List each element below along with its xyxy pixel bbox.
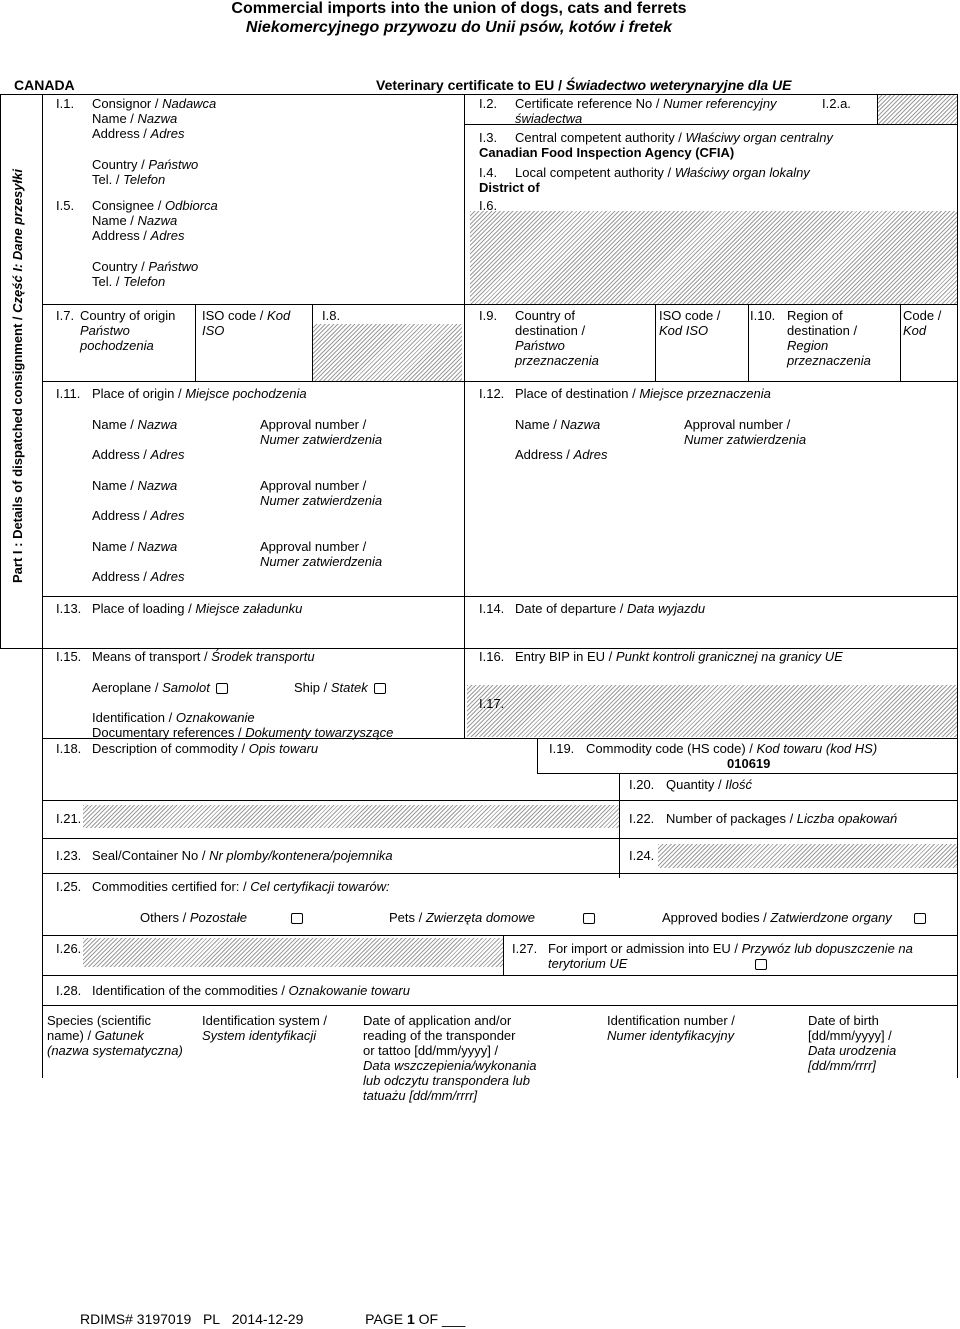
i12-approval: Approval number / bbox=[684, 417, 791, 432]
i26-number: I.26. bbox=[56, 941, 82, 956]
i13-number: I.13. bbox=[56, 601, 82, 616]
approved-bodies-option[interactable]: Approved bodies / Zatwierdzone organy bbox=[662, 910, 926, 925]
i17-hatch bbox=[467, 685, 957, 737]
i14-label: Date of departure / Data wyjazdu bbox=[515, 601, 706, 616]
i25-label: Commodities certified for: / Cel certyfikacji towarów: bbox=[92, 879, 390, 894]
i9-number: I.9. bbox=[479, 308, 498, 323]
title-polish: Niekomercyjnego przywozu do Unii psów, kotów i fretek bbox=[245, 19, 673, 36]
i20-label: Quantity / Ilość bbox=[666, 777, 752, 792]
footer-lang: PL bbox=[202, 1311, 221, 1327]
i20-number: I.20. bbox=[629, 777, 655, 792]
i11-number: I.11. bbox=[56, 386, 81, 401]
col-dob-l3: Data urodzenia bbox=[808, 1043, 897, 1058]
i5-country: Country / Państwo bbox=[92, 259, 199, 274]
i11-entry3-approval-pl: Numer zatwierdzenia bbox=[260, 554, 383, 569]
i12-number: I.12. bbox=[479, 386, 505, 401]
i3-number: I.3. bbox=[479, 130, 498, 145]
footer-date: 2014-12-29 bbox=[231, 1311, 304, 1327]
i28-number: I.28. bbox=[56, 983, 82, 998]
i25-number: I.25. bbox=[56, 879, 82, 894]
i10-code-pl: Kod bbox=[903, 323, 927, 338]
i4-label: Local competent authority / Właściwy organ lokalny bbox=[515, 165, 810, 180]
col-dateapp-l5: lub odczytu transpondera lub bbox=[363, 1073, 530, 1088]
i11-entry3-address: Address / Adres bbox=[92, 569, 185, 584]
i10-number: I.10. bbox=[750, 308, 776, 323]
i1-label: Consignor / Nadawca bbox=[92, 96, 217, 111]
i9-iso-pl: Kod ISO bbox=[659, 323, 709, 338]
i2-label-pl2: świadectwa bbox=[515, 111, 583, 126]
pets-checkbox[interactable] bbox=[583, 913, 595, 924]
i26-hatch bbox=[83, 938, 503, 967]
i12-label: Place of destination / Miejsce przeznaczenia bbox=[515, 386, 771, 401]
i2a-hatch bbox=[877, 95, 957, 124]
i6-number: I.6. bbox=[479, 198, 498, 213]
i7-iso-pl: ISO bbox=[202, 323, 225, 338]
i11-entry2-address: Address / Adres bbox=[92, 508, 185, 523]
others-option[interactable]: Others / Pozostałe bbox=[140, 910, 303, 925]
col-dob-l2: [dd/mm/yyyy] / bbox=[808, 1028, 892, 1043]
i18-number: I.18. bbox=[56, 741, 82, 756]
i11-entry1-approval: Approval number / bbox=[260, 417, 367, 432]
ship-option[interactable]: Ship / Statek bbox=[294, 680, 386, 695]
i9-l2: destination / bbox=[515, 323, 586, 338]
col-dateapp-l3: or tattoo [dd/mm/yyyy] / bbox=[363, 1043, 499, 1058]
i7-iso: ISO code / Kod bbox=[202, 308, 291, 323]
i1-address: Address / Adres bbox=[92, 126, 185, 141]
i12-address: Address / Adres bbox=[515, 447, 608, 462]
i2-number: I.2. bbox=[479, 96, 498, 111]
i22-number: I.22. bbox=[629, 811, 655, 826]
i16-number: I.16. bbox=[479, 649, 505, 664]
col-idsystem-l2: System identyfikacji bbox=[202, 1028, 317, 1043]
i27-label-pl2: terytorium UE bbox=[548, 956, 767, 971]
i7-label: Country of origin bbox=[80, 308, 176, 323]
i8-hatch bbox=[312, 324, 462, 381]
i8-number: I.8. bbox=[322, 308, 341, 323]
i15-identification: Identification / Oznakowanie bbox=[92, 710, 255, 725]
footer-blank: ___ bbox=[441, 1311, 466, 1327]
i11-entry1-address: Address / Adres bbox=[92, 447, 185, 462]
i11-entry3-approval: Approval number / bbox=[260, 539, 367, 554]
i17-number: I.17. bbox=[479, 696, 505, 711]
i2a-number: I.2.a. bbox=[822, 96, 851, 111]
i2-label: Certificate reference No / Numer referencyjny bbox=[515, 96, 777, 111]
i15-docref: Documentary references / Dokumenty towarzyszące bbox=[92, 725, 394, 740]
i11-entry2-approval-pl: Numer zatwierdzenia bbox=[260, 493, 383, 508]
i6-hatch bbox=[470, 211, 957, 304]
approved-bodies-checkbox[interactable] bbox=[914, 913, 926, 924]
i9-iso: ISO code / bbox=[659, 308, 721, 323]
i5-tel: Tel. / Telefon bbox=[92, 274, 166, 289]
i3-value: Canadian Food Inspection Agency (CFIA) bbox=[479, 145, 735, 160]
i4-number: I.4. bbox=[479, 165, 498, 180]
footer-page-number: 1 bbox=[406, 1311, 415, 1327]
others-checkbox[interactable] bbox=[291, 913, 303, 924]
i1-name: Name / Nazwa bbox=[92, 111, 178, 126]
i16-label: Entry BIP in EU / Punkt kontroli granicznej na granicy UE bbox=[515, 649, 843, 664]
i19-label: Commodity code (HS code) / Kod towaru (kod HS) bbox=[586, 741, 878, 756]
i7-label-pl2: pochodzenia bbox=[80, 338, 154, 353]
i11-entry2-approval: Approval number / bbox=[260, 478, 367, 493]
i7-number: I.7. bbox=[56, 308, 75, 323]
i18-label: Description of commodity / Opis towaru bbox=[92, 741, 319, 756]
i24-hatch bbox=[658, 844, 957, 868]
col-species-l3: (nazwa systematyczna) bbox=[47, 1043, 183, 1058]
i9-l1: Country of bbox=[515, 308, 575, 323]
i10-code: Code / bbox=[903, 308, 942, 323]
col-species-l1: Species (scientific bbox=[47, 1013, 152, 1028]
i11-entry1-approval-pl: Numer zatwierdzenia bbox=[260, 432, 383, 447]
i5-name: Name / Nazwa bbox=[92, 213, 178, 228]
col-idnumber-l2: Numer identyfikacyjny bbox=[607, 1028, 735, 1043]
certificate-title: Veterinary certificate to EU / Świadectwo weterynaryjne dla UE bbox=[376, 77, 792, 93]
i3-label: Central competent authority / Właściwy organ centralny bbox=[515, 130, 833, 145]
col-dob-l4: [dd/mm/rrrr] bbox=[808, 1058, 876, 1073]
i4-value: District of bbox=[479, 180, 540, 195]
i27-checkbox[interactable] bbox=[755, 959, 767, 970]
footer-rdims: RDIMS# 3197019 bbox=[80, 1311, 192, 1327]
col-species-l2: name) / Gatunek bbox=[47, 1028, 144, 1043]
i9-l3: Państwo bbox=[515, 338, 565, 353]
i15-label: Means of transport / Środek transportu bbox=[92, 649, 315, 664]
i5-number: I.5. bbox=[56, 198, 75, 213]
i19-number: I.19. bbox=[549, 741, 575, 756]
i10-l2: destination / bbox=[787, 323, 858, 338]
aeroplane-checkbox[interactable] bbox=[216, 683, 228, 694]
i15-number: I.15. bbox=[56, 649, 82, 664]
footer bbox=[80, 1311, 465, 1327]
i13-label: Place of loading / Miejsce załadunku bbox=[92, 601, 303, 616]
part1-side-label: Part I : Details of dispatched consignment / Część I: Dane przesyłki bbox=[10, 169, 25, 583]
i5-address: Address / Adres bbox=[92, 228, 185, 243]
i23-label: Seal/Container No / Nr plomby/kontenera/pojemnika bbox=[92, 848, 393, 863]
i12-name: Name / Nazwa bbox=[515, 417, 601, 432]
footer-page-label: PAGE bbox=[365, 1311, 404, 1327]
pets-option[interactable]: Pets / Zwierzęta domowe bbox=[389, 910, 595, 925]
i22-label: Number of packages / Liczba opakowań bbox=[666, 811, 898, 826]
country-label: CANADA bbox=[14, 77, 75, 93]
col-idsystem-l1: Identification system / bbox=[202, 1013, 327, 1028]
i21-hatch bbox=[83, 805, 619, 828]
i7-label-pl1: Państwo bbox=[80, 323, 130, 338]
col-dob-l1: Date of birth bbox=[808, 1013, 879, 1028]
i1-country: Country / Państwo bbox=[92, 157, 199, 172]
col-dateapp-l6: tatuażu [dd/mm/rrrr] bbox=[363, 1088, 478, 1103]
i1-number: I.1. bbox=[56, 96, 75, 111]
i11-entry1-name: Name / Nazwa bbox=[92, 417, 178, 432]
i10-l1: Region of bbox=[787, 308, 843, 323]
col-idnumber-l1: Identification number / bbox=[607, 1013, 735, 1028]
i27-number: I.27. bbox=[512, 941, 538, 956]
i12-approval-pl: Numer zatwierdzenia bbox=[684, 432, 807, 447]
i21-number: I.21. bbox=[56, 811, 82, 826]
i23-number: I.23. bbox=[56, 848, 82, 863]
aeroplane-option[interactable]: Aeroplane / Samolot bbox=[92, 680, 228, 695]
i11-label: Place of origin / Miejsce pochodzenia bbox=[92, 386, 307, 401]
col-dateapp-l2: reading of the transponder bbox=[363, 1028, 516, 1043]
i19-value: 010619 bbox=[727, 756, 771, 771]
col-dateapp-l4: Data wszczepienia/wykonania bbox=[363, 1058, 537, 1073]
i5-label: Consignee / Odbiorca bbox=[92, 198, 218, 213]
i9-l4: przeznaczenia bbox=[515, 353, 599, 368]
col-dateapp-l1: Date of application and/or bbox=[363, 1013, 512, 1028]
ship-checkbox[interactable] bbox=[374, 683, 386, 694]
i14-number: I.14. bbox=[479, 601, 505, 616]
i10-l3: Region bbox=[787, 338, 829, 353]
i27-label: For import or admission into EU / Przywóz lub dopuszczenie na bbox=[548, 941, 913, 956]
title-english: Commercial imports into the union of dogs, cats and ferrets bbox=[231, 0, 687, 17]
i11-entry2-name: Name / Nazwa bbox=[92, 478, 178, 493]
i10-l4: przeznaczenia bbox=[787, 353, 871, 368]
i28-label: Identification of the commodities / Oznakowanie towaru bbox=[92, 983, 410, 998]
i1-tel: Tel. / Telefon bbox=[92, 172, 166, 187]
i11-entry3-name: Name / Nazwa bbox=[92, 539, 178, 554]
i24-number: I.24. bbox=[629, 848, 655, 863]
footer-of: OF bbox=[418, 1311, 439, 1327]
